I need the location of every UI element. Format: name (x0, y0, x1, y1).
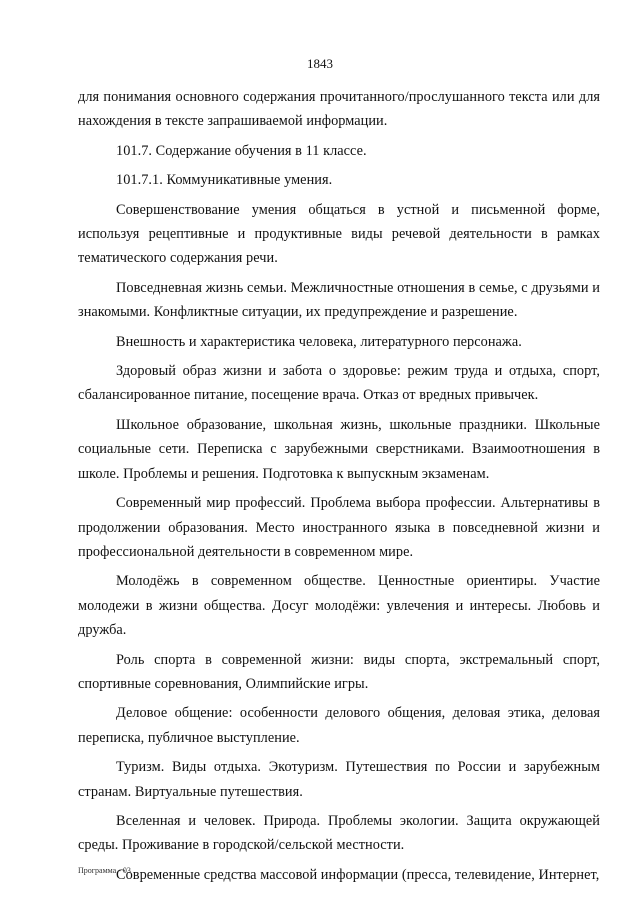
paragraph: Современные средства массовой информации (пресса, телевидение, Интернет, (116, 866, 600, 883)
paragraph: Туризм. Виды отдыха. Экотуризм. Путешествия по России и зарубежным странам. Виртуальные путешествия. (78, 759, 600, 800)
paragraph: Роль спорта в современной жизни: виды спорта, экстремальный спорт, спортивные соревнования, Олимпийские игры. (78, 651, 600, 692)
paragraph: Молодёжь в современном обществе. Ценностные ориентиры. Участие молодежи в жизни общества. Досуг молодёжи: увлечения и интересы. Любовь и дружба. (78, 573, 600, 639)
page-number: 1843 (307, 56, 333, 71)
paragraph: Здоровый образ жизни и забота о здоровье: режим труда и отдыха, спорт, сбалансированное питание, посещение врача. Отказ от вредных привычек. (78, 363, 600, 404)
paragraph: 101.7. Содержание обучения в 11 классе. (116, 142, 367, 159)
paragraph: Совершенствование умения общаться в устной и письменной форме, используя рецептивные и продуктивные виды речевой деятельности в рамках тематического содержания речи. (78, 201, 600, 267)
paragraph: Современный мир профессий. Проблема выбора профессии. Альтернативы в продолжении образования. Место иностранного языка в повседневной жизни и профессиональной деятельности в современном мире. (78, 495, 600, 560)
document-body (78, 85, 600, 892)
paragraph: 101.7.1. Коммуникативные умения. (116, 172, 333, 189)
paragraph: Внешность и характеристика человека, литературного персонажа. (116, 333, 522, 350)
paragraph: Деловое общение: особенности делового общения, деловая этика, деловая переписка, публичное выступление. (78, 705, 600, 746)
paragraph: Повседневная жизнь семьи. Межличностные отношения в семье, с друзьями и знакомыми. Конфликтные ситуации, их предупреждение и разрешение. (78, 279, 600, 321)
paragraph: Вселенная и человек. Природа. Проблемы экологии. Защита окружающей среды. Проживание в городской/сельской местности. (78, 812, 600, 854)
footer-label: Программа - 03 (78, 866, 131, 875)
paragraph: Школьное образование, школьная жизнь, школьные праздники. Школьные социальные сети. Переписка с зарубежными сверстниками. Взаимоотношения в школе. Проблемы и решения. Подготовка к выпускным экзаменам. (78, 416, 600, 482)
paragraph: для понимания основного содержания прочитанного/прослушанного текста или для нахождения в тексте запрашиваемой информации. (78, 89, 600, 130)
